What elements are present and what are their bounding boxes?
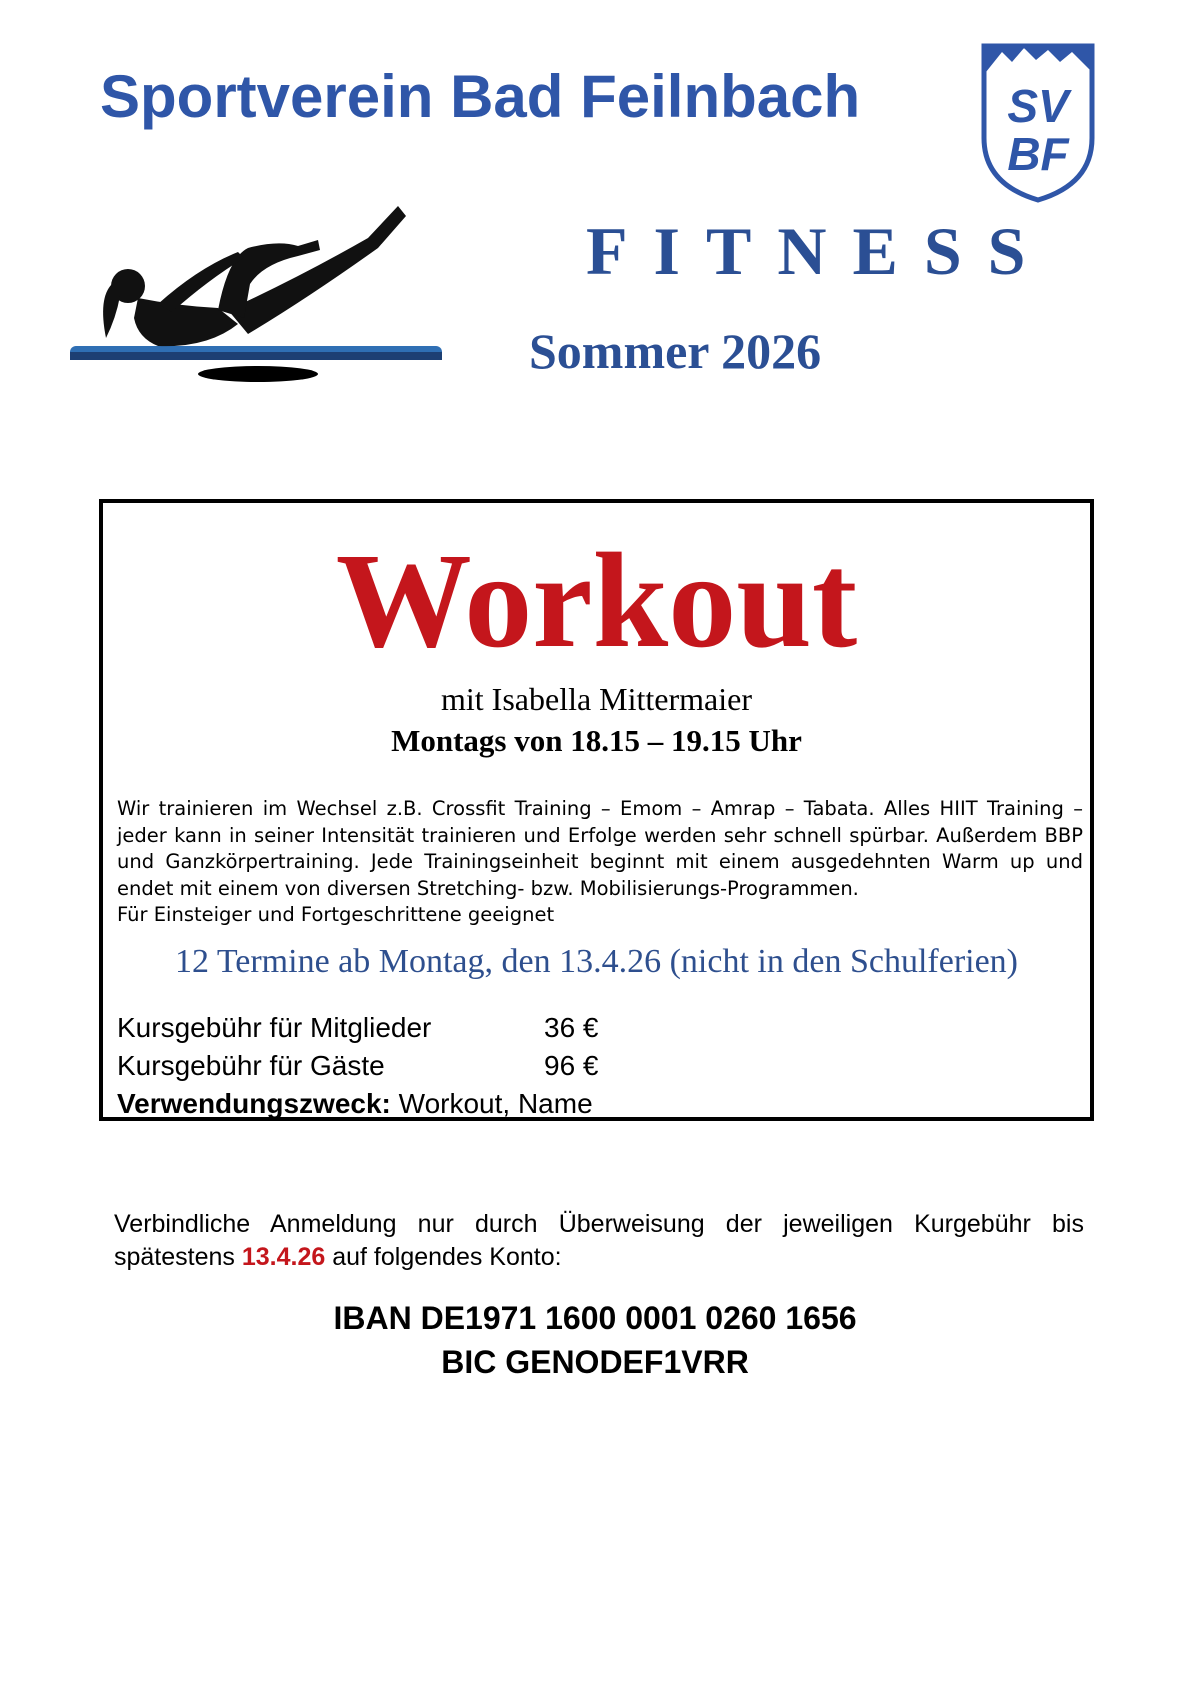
fee-row-guests: [117, 1047, 599, 1085]
pilates-woman-image: [68, 188, 448, 388]
fees-block: [117, 1009, 599, 1123]
fee-label: Kursgebühr für Gäste: [117, 1050, 385, 1081]
course-name: Workout: [335, 526, 858, 676]
course-box: [99, 499, 1094, 1121]
course-schedule: Montags von 18.15 – 19.15 Uhr: [391, 723, 802, 758]
bic: BIC GENODEF1VRR: [441, 1344, 749, 1380]
fee-row-members: [117, 1009, 599, 1047]
logo-text-bottom: BF: [1007, 128, 1069, 180]
payment-purpose: [117, 1085, 599, 1123]
registration-text: [114, 1208, 1084, 1274]
fitness-title: FITNESS: [586, 213, 1052, 289]
mat-shadow: [198, 366, 318, 382]
course-description-block: [117, 796, 1083, 929]
iban: IBAN DE1971 1600 0001 0260 1656: [333, 1300, 857, 1336]
fee-value: 96 €: [544, 1050, 599, 1081]
purpose-value: Workout, Name: [390, 1088, 593, 1119]
club-logo: [978, 42, 1098, 204]
season-title: Sommer 2026: [529, 323, 822, 379]
registration-text-before: Verbindliche Anmeldung nur durch Überweisung der jeweiligen Kurgebühr bis spätestens: [114, 1210, 1084, 1271]
logo-text-top: SV: [1007, 80, 1069, 132]
course-description: Wir trainieren im Wechsel z.B. Crossfit Training – Emom – Amrap – Tabata. Alles HIIT Training – jeder kann in seiner Intensität trainieren und Erfolge werden sehr schnell spürbar. Außerdem BBP und Ganzkörpertraining. Jede Trainingseinheit beginnt mit einem ausgedehnten Warm up und endet mit einem von diversen Stretching- bzw. Mobilisierungs-Programmen.: [117, 797, 1083, 900]
fee-value: 36 €: [544, 1012, 599, 1043]
course-suitability: Für Einsteiger und Fortgeschrittene geeignet: [117, 903, 555, 926]
course-trainer: mit Isabella Mittermaier: [441, 681, 752, 717]
fee-label: Kursgebühr für Mitglieder: [117, 1012, 432, 1043]
course-dates: 12 Termine ab Montag, den 13.4.26 (nicht in den Schulferien): [174, 943, 1018, 980]
club-name: Sportverein Bad Feilnbach: [100, 63, 861, 130]
registration-deadline: 13.4.26: [241, 1243, 326, 1271]
purpose-label: Verwendungszweck:: [117, 1088, 391, 1119]
bank-details: [0, 1296, 1190, 1384]
registration-text-after: auf folgendes Konto:: [325, 1243, 562, 1271]
